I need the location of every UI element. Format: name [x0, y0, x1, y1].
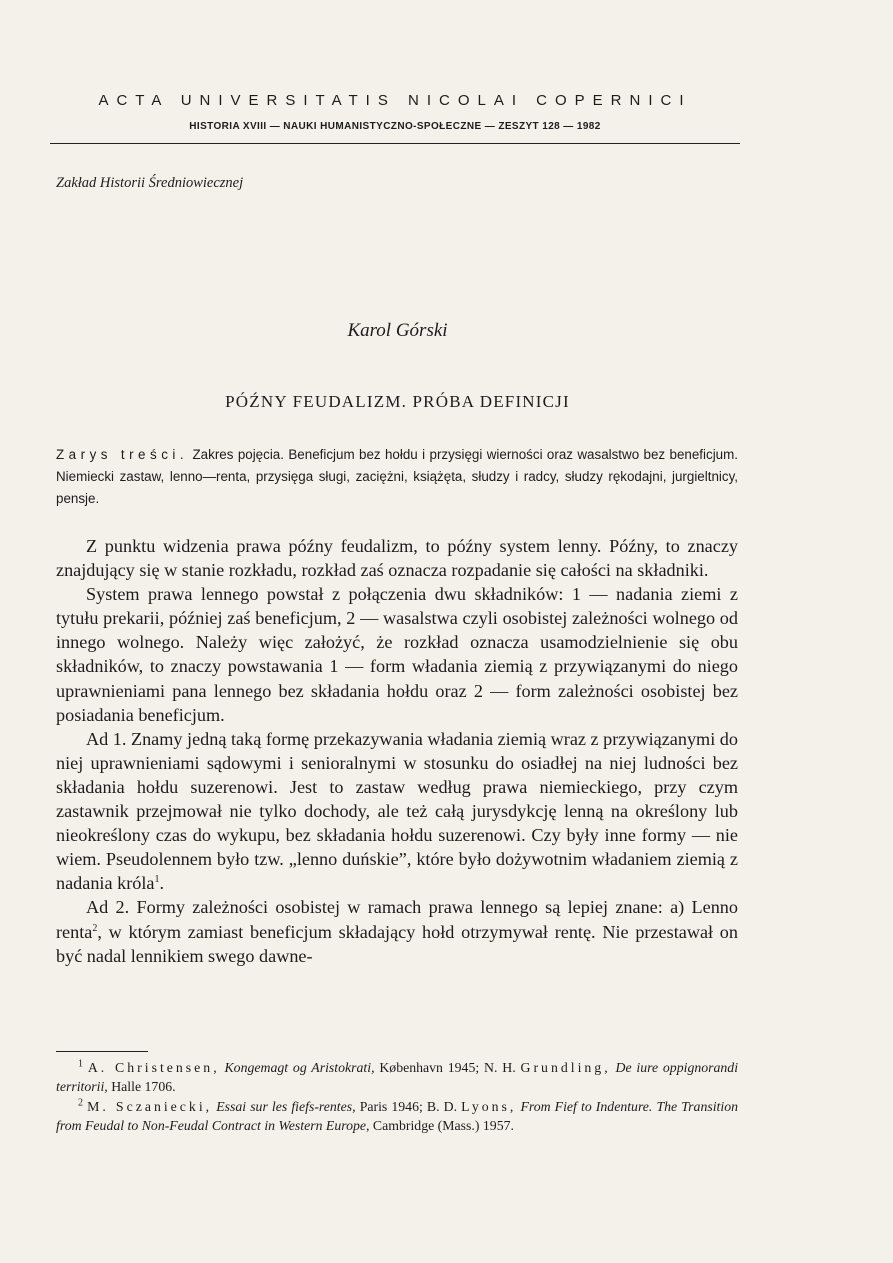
footnote-1-author-1: A. Christensen, [87, 1060, 220, 1075]
article-title: PÓŹNY FEUDALIZM. PRÓBA DEFINICJI [225, 392, 570, 411]
abstract-text: Zakres pojęcia. Beneficjum bez hołdu i przysięgi wierności oraz wasalstwo bez beneficjum. Niemiecki zastaw, lenno—renta, przysięga sługi, zaciężni, książęta, słudzy i radcy, słudzy rękodajni, jurgieltnicy, pensje. [56, 447, 738, 506]
author-name: Karol Górski [347, 320, 448, 341]
footnote-2-title-1: Essai sur les fiefs-rentes, [216, 1098, 356, 1114]
footnote-ref-1: 1 [154, 874, 160, 886]
paragraph-1: Z punktu widzenia prawa późny feudalizm, to późny system lenny. Późny, to znaczy znajdujący się w stanie rozkładu, rozkład zaś oznacza rozpadanie się całości na składniki. [56, 536, 738, 581]
paragraph-3: Ad 1. Znamy jedną taką formę przekazywania władania ziemią wraz z przywiązanymi do niej uprawnieniami sądowymi i senioralnymi w stosunku do osiadłej na niej ludności bez składania hołdu suzerenowi. Jest to zastaw według prawa niemieckiego, przy czym zastawnik przejmował nie tylko dochody, ale też całą jurysdykcję lenną na określony lub nieokreślony czas do wykupu, bez składania hołdu suzerenowi. Czy były inne formy — nie wiem. Pseudolennem było tzw. „lenno duńskie”, które było dożywotnim władaniem ziemią z nadania króla$^1$. [56, 728, 738, 894]
footnote-2-rest-2: Cambridge (Mass.) 1957. [372, 1117, 514, 1133]
footnote-ref-2: 2 [92, 922, 98, 934]
paragraph-4 [56, 895, 738, 967]
journal-series: ACTA UNIVERSITATIS NICOLAI COPERNICI [98, 92, 692, 109]
footnote-1-rest-2: Halle 1706. [111, 1079, 176, 1095]
abstract [56, 444, 738, 510]
footnote-1-title-1: Kongemagt og Aristokrati, [224, 1060, 375, 1075]
footnote-1 [56, 1058, 738, 1097]
footnote-1-number: 1 [78, 1058, 83, 1070]
footnote-2-author-2: Lyons, [461, 1098, 517, 1114]
footnote-2-rest-1: Paris 1946; B. D. [359, 1098, 458, 1114]
paragraph-3-text: Ad 1. Znamy jedną taką formę przekazywania władania ziemią wraz z przywiązanymi do niej uprawnieniami sądowymi i senioralnymi w stosunku do osiadłej na niej ludności bez składania hołdu suzerenowi. Jest to zastaw według prawa niemieckiego, przy czym zastawnik przejmował nie tylko dochody, ale też całą jurysdykcję lenną na określony lub nieokreślony czas do wykupu, bez składania hołdu suzerenowi. Czy były inne formy — nie wiem. Pseudolennem było tzw. „lenno duńskie”, które było dożywotnim władaniem ziemią z nadania króla [56, 728, 738, 894]
footnote-1-author-2: Grundling, [520, 1060, 611, 1075]
footnote-2-number: 2 [78, 1097, 83, 1108]
paragraph-2: System prawa lennego powstał z połączenia dwu składników: 1 — nadania ziemi z tytułu prekarii, później zaś beneficjum, 2 — wasalstwa czyli osobistej zależności wolnego od innego wolnego. Należy więc założyć, że rozkład oznacza usamodzielnienie się obu składników, to znaczy powstawania 1 — form władania ziemią z przywiązanymi do niego uprawnieniami pana lennego bez składania hołdu oraz 2 — form zależności osobistej bez posiadania beneficjum. [56, 584, 738, 725]
footnote-rule [56, 1051, 148, 1052]
footnote-1-rest-1: København 1945; N. H. [379, 1060, 516, 1075]
header-rule [50, 143, 740, 144]
paragraph-4-text-b: , w którym zamiast beneficjum składający hołd otrzymywał rentę. Nie przestawał on być nadal lennikiem swego dawne- [56, 921, 738, 966]
paragraph-4-text-a: Ad 2. Formy zależności osobistej w ramach prawa lennego są lepiej znane: a) Lenno renta [56, 897, 738, 942]
footnote-1-title-2: De iure oppignorandi territorii, [56, 1060, 739, 1095]
footnote-2-title-2: From Fief to Indenture. The Transition from Feudal to Non-Feudal Contract in Western Europe, [56, 1098, 739, 1133]
journal-subseries: HISTORIA XVIII — NAUKI HUMANISTYCZNO-SPOŁECZNE — ZESZYT 128 — 1982 [189, 121, 601, 132]
footnote-2-author-1: M. Sczaniecki, [87, 1098, 213, 1114]
footnote-2 [56, 1097, 738, 1136]
footnotes [56, 1058, 738, 1135]
body-text [56, 534, 738, 968]
abstract-label: Zarys treści. [56, 447, 189, 462]
department: Zakład Historii Średniowiecznej [56, 175, 244, 191]
